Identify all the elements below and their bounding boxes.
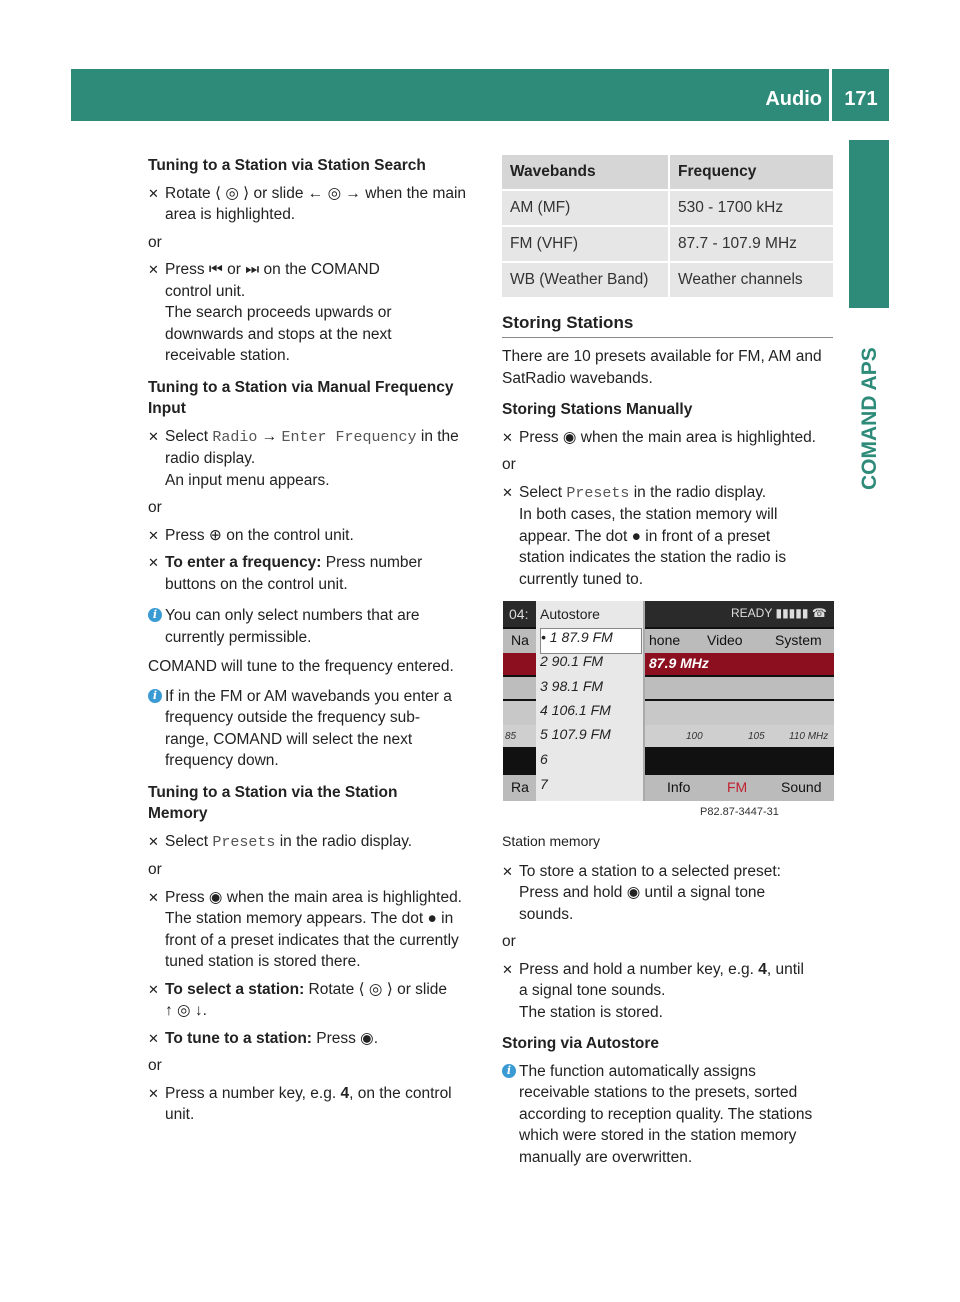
screen-frequency: 87.9 MHz	[649, 655, 709, 671]
text	[519, 482, 837, 505]
text: Press a number key, e.g.	[165, 1084, 341, 1102]
header-separator	[829, 69, 832, 121]
text: Press ⏮ or ⏭ on the COMAND	[165, 261, 380, 278]
right-column-bottom	[502, 831, 837, 1168]
text: Press and hold a number key, e.g.	[519, 960, 759, 978]
text: Rotate ⟨ ◎ ⟩ or slide	[304, 980, 448, 998]
side-tab-label: COMAND APS	[858, 347, 881, 490]
text: a signal tone sounds.	[519, 982, 666, 999]
side-tab	[849, 140, 889, 308]
section-rule	[502, 337, 833, 338]
text: The search proceeds upwards or	[165, 304, 392, 321]
bold-text: To tune to a station:	[165, 1029, 312, 1047]
text: unit.	[165, 1106, 195, 1123]
table-header-row	[502, 155, 833, 190]
text: manually are overwritten.	[519, 1148, 693, 1166]
text: , on the control	[349, 1084, 452, 1102]
heading-manual-frequency: Tuning to a Station via Manual Frequency	[148, 378, 454, 396]
table-cell: FM (VHF)	[502, 226, 669, 262]
text: according to reception quality. The stations	[519, 1105, 813, 1123]
text: frequency down.	[165, 752, 279, 769]
screen-nav-left: Na	[511, 632, 529, 648]
text: If in the FM or AM wavebands you enter a	[165, 687, 452, 705]
page-number: 171	[844, 88, 878, 110]
side-tab-label-box	[849, 310, 889, 490]
text: SatRadio wavebands.	[502, 369, 653, 387]
heading-storing-manually: Storing Stations Manually	[502, 401, 693, 418]
table-cell: 530 - 1700 kHz	[669, 190, 833, 226]
step-press-skip: ✕ Press ⏮ or ⏭ on the COMAND control unit. The search proceeds upwards or downwards and stops at the next receivable station.	[148, 259, 483, 367]
preset-row: • 1 87.9 FM	[540, 628, 642, 654]
step-press-main: ✕ Press ◉ when the main area is highlighted.	[502, 427, 837, 449]
table-cell: Weather channels	[669, 262, 833, 298]
preset-row: 4 106.1 FM	[540, 702, 611, 718]
screen-bottom-item: Sound	[781, 779, 822, 795]
text: Press and hold ◉ until a signal tone	[519, 884, 766, 901]
step-select-presets: ✕ Select Presets in the radio display.	[148, 831, 483, 854]
text: Press ◉ when the main area is highlighted.	[165, 888, 462, 906]
text: The station memory appears. The dot ● in	[165, 910, 454, 927]
or-text: or	[148, 499, 162, 516]
text: sounds.	[519, 905, 574, 923]
screen-bottom-item: FM	[727, 779, 748, 795]
screen-nav-item: System	[775, 632, 822, 648]
bold-text: To select a station:	[165, 980, 305, 998]
chapter-title: Audio	[765, 88, 822, 110]
image-code: P82.87-3447-31	[700, 806, 779, 818]
menu-presets: Presets	[566, 484, 630, 502]
text: in the radio display.	[275, 832, 413, 850]
step-tune-station: ✕ To tune to a station: Press ◉.	[148, 1028, 483, 1050]
waveband-table	[502, 155, 833, 299]
table-cell: WB (Weather Band)	[502, 262, 669, 298]
info-note	[148, 605, 483, 648]
step-select-station: ✕ To select a station: Rotate ⟨ ◎ ⟩ or slide ↑ ◎ ↓.	[148, 979, 483, 1022]
figure-caption: Station memory	[502, 833, 601, 849]
heading-manual-frequency-2: Input	[148, 400, 186, 417]
info-note	[502, 1061, 837, 1169]
text: which were stored in the station memory	[519, 1127, 797, 1144]
left-column	[148, 155, 483, 1126]
or-text: or	[148, 1057, 162, 1074]
bold-number: 4	[758, 960, 767, 978]
info-icon: i	[502, 1064, 516, 1078]
step-number-key: ✕ Press a number key, e.g. 4, on the control unit.	[148, 1083, 483, 1126]
heading-station-memory-2: Memory	[148, 805, 208, 822]
screen-scale-label: 85	[505, 731, 517, 742]
step-press-main: ✕ Press ◉ when the main area is highlighted. The station memory appears. The dot ● in front of a preset indicates that the currently tuned station is stored there.	[148, 887, 483, 973]
table-cell: AM (MF)	[502, 190, 669, 226]
preset-row: 5 107.9 FM	[540, 726, 611, 742]
preset-menu	[536, 601, 645, 801]
preset-row: 7	[540, 776, 548, 792]
text: Rotate ⟨ ◎ ⟩ or slide ← ◎ → when the main	[165, 184, 467, 202]
station-memory-screen	[503, 601, 834, 801]
text: Press ◉ when the main area is highlighted.	[519, 428, 816, 446]
table-cell: 87.7 - 107.9 MHz	[669, 226, 833, 262]
step-store-station: ✕ To store a station to a selected preset: Press and hold ◉ until a signal tone sounds.	[502, 861, 837, 926]
text: in the	[416, 427, 459, 445]
text: Press ◉.	[311, 1029, 379, 1047]
text: There are 10 presets available for FM, AM and	[502, 348, 822, 365]
step-select-presets: ✕ Select Presets in the radio display. In both cases, the station memory will appear. The dot ● in front of a preset station indicates the station the radio is currently tuned to.	[502, 482, 837, 591]
text: The function automatically assigns	[519, 1062, 756, 1080]
text: Select	[519, 483, 567, 501]
text: appear. The dot ● in front of a preset	[519, 527, 771, 545]
heading-station-memory: Tuning to a Station via the Station	[148, 783, 398, 801]
text: In both cases, the station memory will	[519, 506, 778, 523]
screen-status: READY ▮▮▮▮▮ ☎	[731, 606, 827, 620]
screen-bottom-item: Info	[667, 779, 691, 795]
menu-enter-frequency: Enter Frequency	[281, 428, 417, 446]
preset-menu-title: Autostore	[540, 606, 600, 622]
text: area is highlighted.	[165, 206, 296, 223]
bold-text: To enter a frequency:	[165, 554, 322, 571]
step-select-enter-frequency: ✕ Select Radio → Enter Frequency in the radio display. An input menu appears.	[148, 426, 483, 492]
step-rotate: ✕ Rotate ⟨ ◎ ⟩ or slide ← ◎ → when the main area is highlighted.	[148, 183, 483, 226]
text: Select	[165, 427, 213, 445]
text: To store a station to a selected preset:	[519, 862, 781, 880]
right-column-top	[502, 346, 837, 590]
text: control unit.	[165, 282, 246, 300]
text	[165, 1028, 483, 1050]
text	[165, 979, 483, 1001]
table-row	[502, 190, 833, 226]
menu-presets: Presets	[212, 833, 276, 851]
step-hold-number-key: ✕ Press and hold a number key, e.g. 4, until a signal tone sounds. The station is stored.	[502, 959, 837, 1024]
screen-nav-item: Video	[707, 632, 743, 648]
text: Press ⊕ on the control unit.	[165, 526, 354, 544]
text: frequency outside the frequency sub-	[165, 709, 421, 726]
text: Select	[165, 832, 213, 850]
text: ↑ ◎ ↓.	[165, 1002, 207, 1019]
text: You can only select numbers that are	[165, 607, 420, 624]
text: receivable stations to the presets, sorted	[519, 1084, 798, 1101]
text: downwards and stops at the next	[165, 325, 392, 343]
screen-scale-label: 105	[748, 731, 765, 742]
step-press-control: ✕ Press ⊕ on the control unit.	[148, 525, 483, 547]
text: buttons on the control unit.	[165, 575, 348, 593]
screen-scale-label: 110 MHz	[789, 731, 829, 742]
bold-number: 4	[340, 1084, 350, 1102]
text: in the radio display.	[629, 483, 767, 501]
screen-scale-label: 100	[686, 731, 703, 742]
text: An input menu appears.	[165, 471, 330, 489]
table-header: Wavebands	[502, 155, 669, 190]
or-text: or	[502, 933, 516, 950]
text: currently tuned to.	[519, 570, 644, 588]
text	[165, 426, 483, 449]
text: , until	[766, 960, 804, 978]
text: station indicates the station the radio is	[519, 549, 787, 566]
paragraph: COMAND will tune to the frequency entered.	[148, 658, 454, 675]
info-note	[148, 686, 483, 772]
preset-row: 2 90.1 FM	[540, 653, 604, 669]
step-enter-frequency: ✕ To enter a frequency: Press number buttons on the control unit.	[148, 552, 483, 595]
info-icon: i	[148, 689, 162, 703]
table-row	[502, 262, 833, 298]
text: tuned station is stored there.	[165, 953, 361, 970]
heading-autostore: Storing via Autostore	[502, 1035, 660, 1052]
text: radio display.	[165, 450, 256, 467]
preset-row: 6	[540, 751, 548, 767]
screen-bottom-left: Ra	[511, 779, 529, 795]
screen-time: 04:	[509, 606, 529, 622]
or-text: or	[148, 861, 162, 878]
section-title: Storing Stations	[502, 313, 634, 332]
text: range, COMAND will select the next	[165, 730, 413, 748]
text: Press number	[321, 554, 423, 571]
heading-station-search: Tuning to a Station via Station Search	[148, 157, 426, 174]
table-row	[502, 226, 833, 262]
text	[165, 1083, 483, 1105]
text: receivable station.	[165, 347, 290, 364]
text	[519, 959, 837, 981]
screen-nav-item: hone	[649, 632, 681, 648]
or-text: or	[502, 456, 516, 473]
preset-row: 3 98.1 FM	[540, 678, 604, 694]
or-text: or	[148, 233, 162, 251]
info-icon: i	[148, 608, 162, 622]
text: currently permissible.	[165, 628, 312, 646]
text: front of a preset indicates that the currently	[165, 931, 459, 949]
text	[165, 552, 483, 574]
table-header: Frequency	[669, 155, 833, 190]
text	[165, 831, 483, 854]
menu-radio: Radio	[212, 428, 258, 446]
arrow: →	[257, 427, 282, 445]
text: The station is stored.	[519, 1003, 663, 1021]
